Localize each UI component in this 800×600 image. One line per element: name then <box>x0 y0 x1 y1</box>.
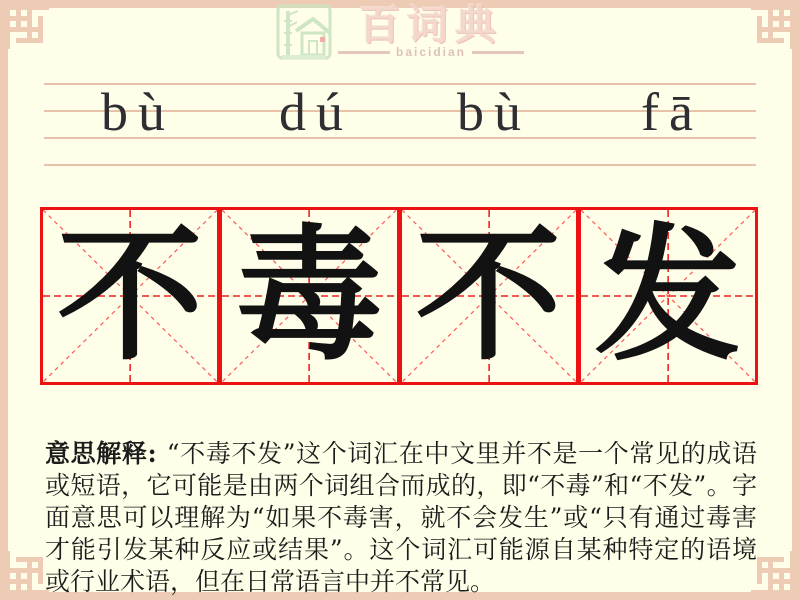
pinyin-syllable-3: bù <box>457 82 531 142</box>
explanation-label: 意思解释: <box>45 439 157 468</box>
pinyin-row <box>44 73 756 142</box>
hanzi-character-1: 不 <box>57 210 204 381</box>
hanzi-character-2: 毒 <box>236 210 383 381</box>
logo <box>276 3 524 61</box>
pinyin-ruled-grid <box>44 83 756 167</box>
pinyin-syllable-4: fā <box>641 82 703 142</box>
hanzi-grid-row <box>40 207 758 385</box>
logo-subtitle-left-bar <box>338 51 390 54</box>
hanzi-box-2 <box>219 207 399 385</box>
corner-ornament-top-left <box>5 5 49 49</box>
pinyin-syllable-1: bù <box>101 82 175 142</box>
logo-subtitle-row <box>338 45 524 59</box>
ruled-line-4 <box>44 164 756 166</box>
logo-title: 百词典 <box>358 1 503 49</box>
hanzi-box-3 <box>399 207 579 385</box>
logo-house-bamboo-icon <box>276 3 332 61</box>
explanation-text: “不毒不发”这个词汇在中文里并不是一个常见的成语或短语，它可能是由两个词组合而成的，即“不毒”和“不发”。字面意思可以理解为“如果不毒害，就不会发生”或“只有通过毒害才能引发某种反应或结果”。这个词汇可能源自某种特定的语境或行业术语，但在日常语言中并不常见。 <box>45 439 757 596</box>
hanzi-character-3: 不 <box>415 210 562 381</box>
logo-subtitle-right-bar <box>472 51 524 54</box>
pinyin-syllable-2: dú <box>279 82 353 142</box>
hanzi-character-4: 发 <box>594 210 741 381</box>
hanzi-box-1 <box>40 207 220 385</box>
hanzi-box-4 <box>578 207 758 385</box>
logo-subtitle: baicidian <box>395 45 467 59</box>
corner-ornament-top-right <box>751 5 795 49</box>
corner-ornament-bottom-right <box>751 551 795 595</box>
corner-ornament-bottom-left <box>5 551 49 595</box>
explanation-paragraph <box>45 438 757 598</box>
